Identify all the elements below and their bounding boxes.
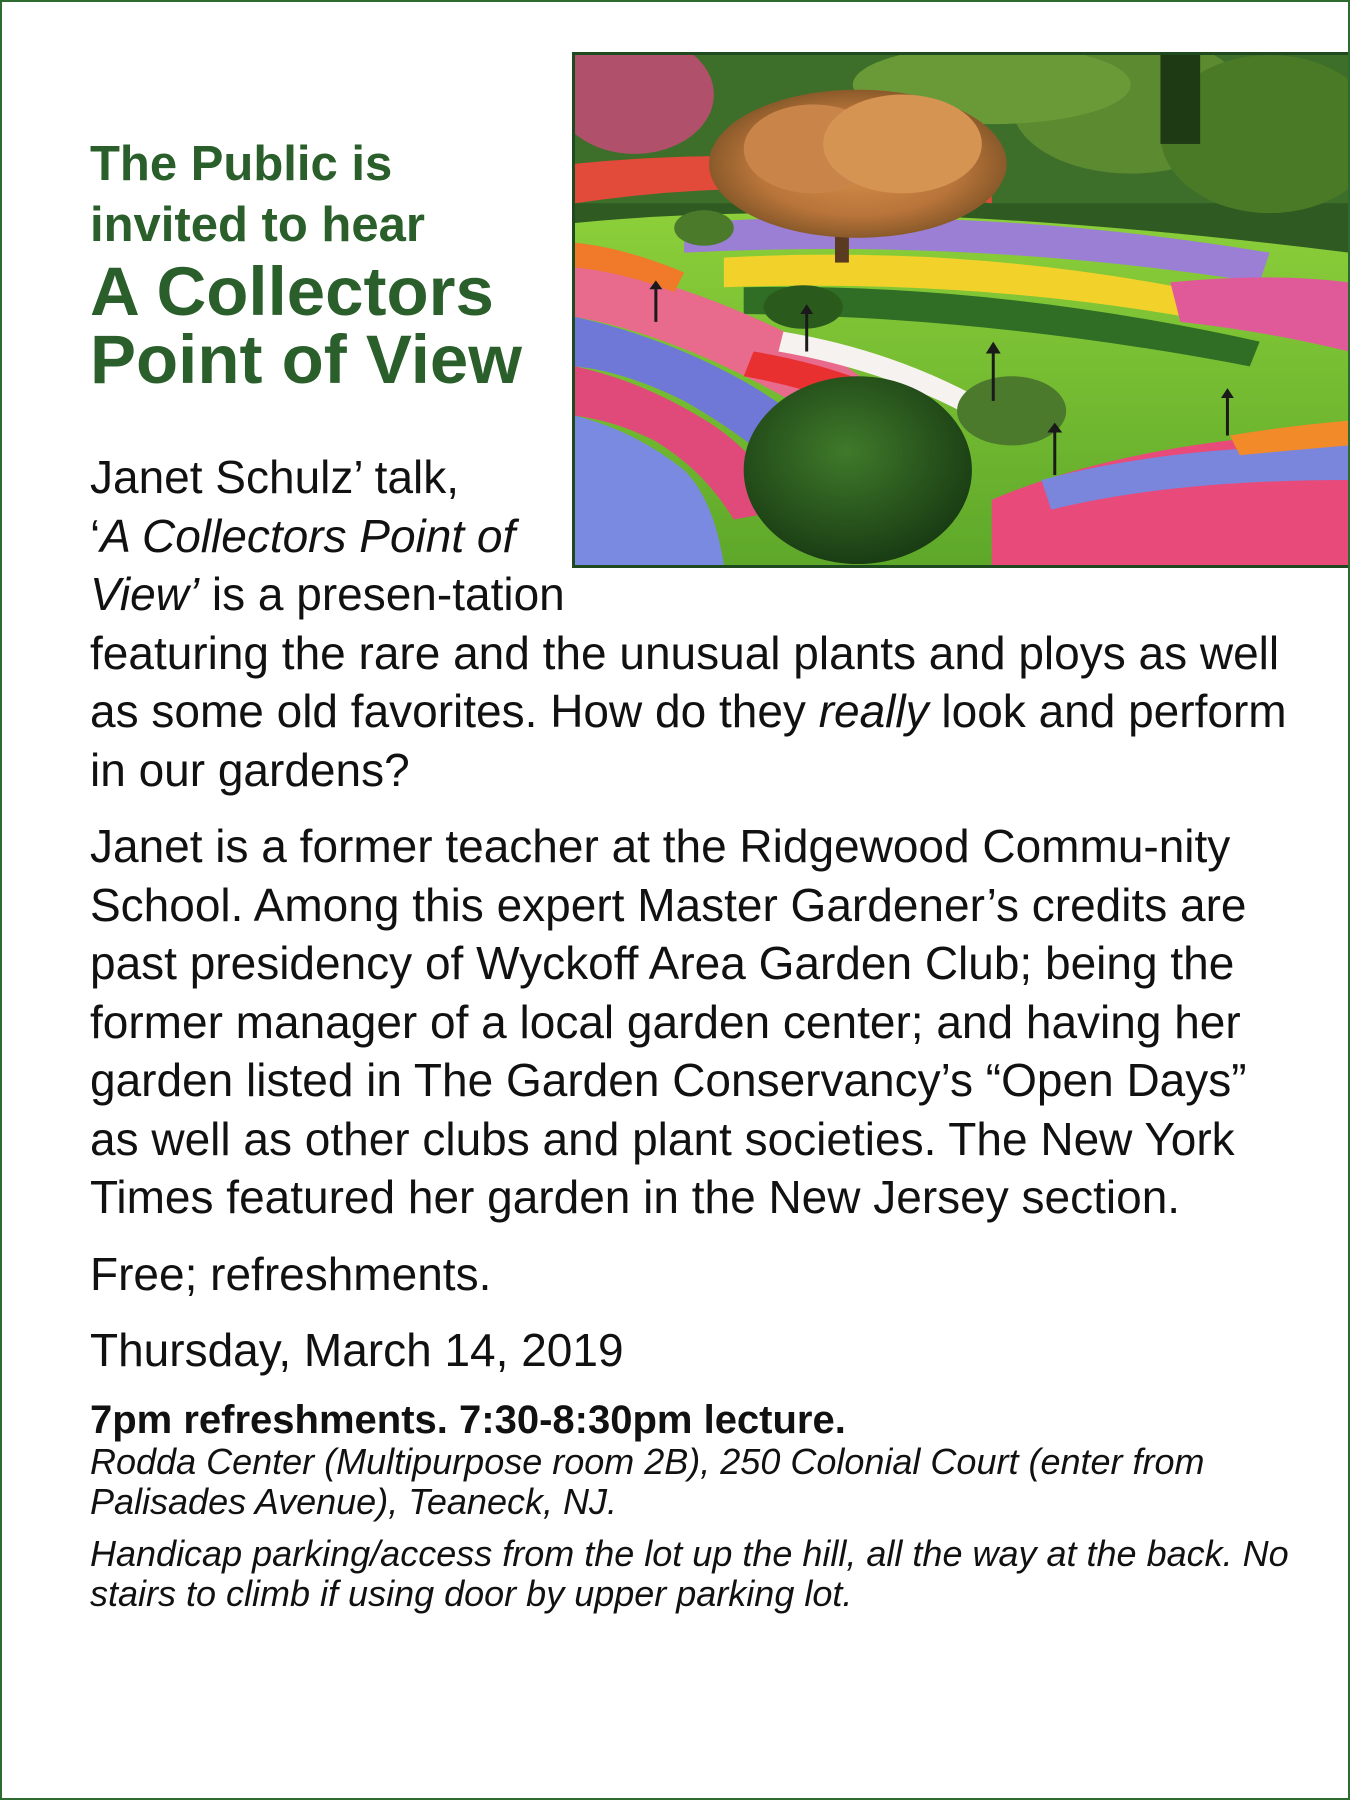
talk-quote-open: ‘ [90,509,101,562]
flyer-body [90,448,1290,1650]
event-venue: Rodda Center (Multipurpose room 2B), 250 Colonial Court (enter from Palisades Avenue), Teaneck, NJ. [90,1440,1205,1522]
talk-title-italic: A Collectors Point of View’ [90,509,516,620]
talk-title-line-2: Point of View [90,321,522,398]
photo-wrap-spacer [590,448,1290,598]
talk-lead: Janet Schulz’ talk, [90,451,460,503]
event-date: Thursday, March 14, 2019 [90,1324,624,1376]
talk-closing: look and perform in our gardens? [90,685,1287,796]
parking-info: Handicap parking/access from the lot up the hill, all the way at the back. No stairs to climb if using door by upper parking lot. [90,1532,1289,1614]
invitation-line-1: The Public is [90,137,393,191]
admission-info: Free; refreshments. [90,1247,492,1300]
invitation-line-2: invited to hear [90,198,425,252]
talk-title-line-1: A Collectors [90,253,494,330]
talk-title [90,253,560,398]
event-schedule: 7pm refreshments. 7:30-8:30pm lecture. [90,1397,846,1442]
speaker-bio: Janet is a former teacher at the Ridgewood Commu-nity School. Among this expert Master Gardener’s credits are past presidency of Wyckoff Area Garden Club; being the former manager of a local garden center; and having her garden listed in The Garden Conservancy’s “Open Days” as well as other clubs and plant societies. The New York Times featured her garden in the New Jersey section. [90,820,1247,1223]
talk-emphasis: really [818,685,929,737]
flyer-header [90,134,560,398]
talk-description-text: is a presen-tation featuring the rare and the unusual plants and ploys as well as some old favorites. How do they [90,568,1280,737]
